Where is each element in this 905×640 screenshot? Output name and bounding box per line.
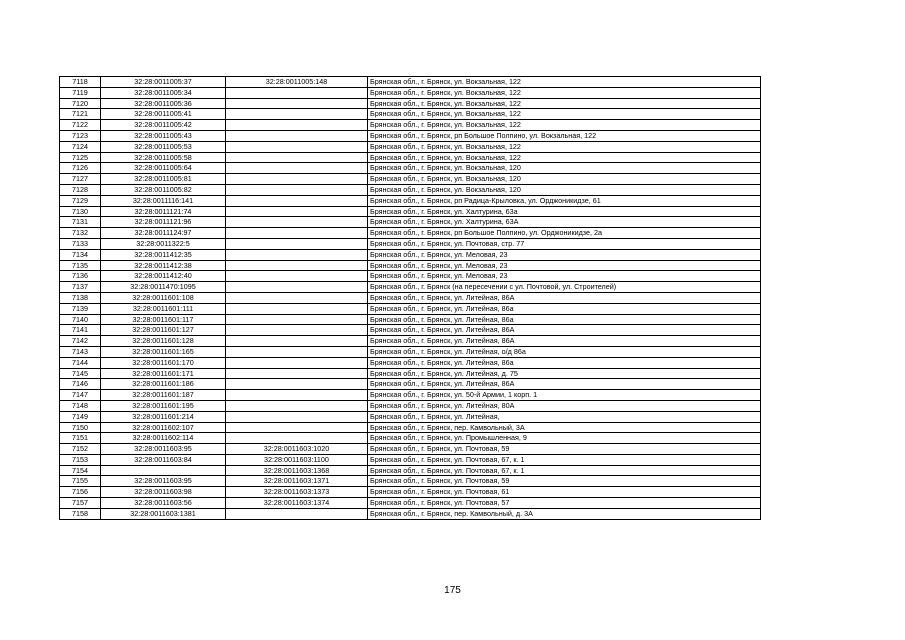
address-cell: Брянская обл., г. Брянск, ул. Халтурина, 63а — [368, 206, 761, 217]
table-row — [60, 379, 761, 390]
address-cell: Брянская обл., г. Брянск, ул. Вокзальная, 122 — [368, 87, 761, 98]
building-cadastral-cell — [226, 303, 368, 314]
row-number-cell: 7143 — [60, 346, 101, 357]
address-cell: Брянская обл., г. Брянск, ул. Вокзальная, 120 — [368, 163, 761, 174]
address-cell: Брянская обл., г. Брянск, ул. Меловая, 23 — [368, 260, 761, 271]
table-row — [60, 390, 761, 401]
address-cell: Брянская обл., г. Брянск, ул. Вокзальная, 122 — [368, 120, 761, 131]
row-number-cell: 7125 — [60, 152, 101, 163]
address-cell: Брянская обл., г. Брянск, ул. Вокзальная, 122 — [368, 141, 761, 152]
row-number-cell: 7120 — [60, 98, 101, 109]
table-row — [60, 357, 761, 368]
row-number-cell: 7141 — [60, 325, 101, 336]
table-row — [60, 184, 761, 195]
row-number-cell: 7138 — [60, 292, 101, 303]
land-cadastral-cell: 32:28:0011121:74 — [101, 206, 226, 217]
land-cadastral-cell: 32:28:0011601:171 — [101, 368, 226, 379]
building-cadastral-cell — [226, 379, 368, 390]
building-cadastral-cell — [226, 130, 368, 141]
row-number-cell: 7145 — [60, 368, 101, 379]
table-row — [60, 454, 761, 465]
row-number-cell: 7153 — [60, 454, 101, 465]
land-cadastral-cell: 32:28:0011005:64 — [101, 163, 226, 174]
building-cadastral-cell — [226, 109, 368, 120]
building-cadastral-cell — [226, 411, 368, 422]
row-number-cell: 7118 — [60, 77, 101, 88]
land-cadastral-cell: 32:28:0011603:84 — [101, 454, 226, 465]
land-cadastral-cell: 32:28:0011005:82 — [101, 184, 226, 195]
address-cell: Брянская обл., г. Брянск, рп Радица-Крыловка, ул. Орджоникидзе, 61 — [368, 195, 761, 206]
row-number-cell: 7122 — [60, 120, 101, 131]
table-row — [60, 174, 761, 185]
building-cadastral-cell — [226, 336, 368, 347]
row-number-cell: 7151 — [60, 433, 101, 444]
table-row — [60, 336, 761, 347]
building-cadastral-cell — [226, 508, 368, 519]
building-cadastral-cell — [226, 346, 368, 357]
address-cell: Брянская обл., г. Брянск, ул. Литейная, о/д 86а — [368, 346, 761, 357]
table-row — [60, 141, 761, 152]
row-number-cell: 7119 — [60, 87, 101, 98]
row-number-cell: 7128 — [60, 184, 101, 195]
land-cadastral-cell: 32:28:0011601:111 — [101, 303, 226, 314]
building-cadastral-cell — [226, 368, 368, 379]
row-number-cell: 7130 — [60, 206, 101, 217]
land-cadastral-cell: 32:28:0011005:81 — [101, 174, 226, 185]
building-cadastral-cell: 32:28:0011005:148 — [226, 77, 368, 88]
row-number-cell: 7147 — [60, 390, 101, 401]
land-cadastral-cell — [101, 465, 226, 476]
land-cadastral-cell: 32:28:0011116:141 — [101, 195, 226, 206]
address-cell: Брянская обл., г. Брянск, ул. Промышленная, 9 — [368, 433, 761, 444]
row-number-cell: 7127 — [60, 174, 101, 185]
address-cell: Брянская обл., г. Брянск, ул. Почтовая, 59 — [368, 444, 761, 455]
row-number-cell: 7124 — [60, 141, 101, 152]
table-row — [60, 282, 761, 293]
row-number-cell: 7155 — [60, 476, 101, 487]
table-row — [60, 249, 761, 260]
building-cadastral-cell — [226, 98, 368, 109]
land-cadastral-cell: 32:28:0011412:35 — [101, 249, 226, 260]
building-cadastral-cell — [226, 228, 368, 239]
building-cadastral-cell — [226, 390, 368, 401]
table-row — [60, 325, 761, 336]
land-cadastral-cell: 32:28:0011601:214 — [101, 411, 226, 422]
land-cadastral-cell: 32:28:0011322:5 — [101, 238, 226, 249]
address-cell: Брянская обл., г. Брянск, ул. Литейная, 86А — [368, 292, 761, 303]
table-row — [60, 400, 761, 411]
table-row — [60, 217, 761, 228]
address-cell: Брянская обл., г. Брянск, ул. Литейная, 86А — [368, 336, 761, 347]
building-cadastral-cell — [226, 292, 368, 303]
address-cell: Брянская обл., г. Брянск, ул. Меловая, 23 — [368, 271, 761, 282]
table-row — [60, 195, 761, 206]
row-number-cell: 7121 — [60, 109, 101, 120]
row-number-cell: 7123 — [60, 130, 101, 141]
row-number-cell: 7135 — [60, 260, 101, 271]
row-number-cell: 7129 — [60, 195, 101, 206]
table-row — [60, 228, 761, 239]
address-cell: Брянская обл., г. Брянск, ул. Вокзальная, 120 — [368, 184, 761, 195]
building-cadastral-cell — [226, 238, 368, 249]
row-number-cell: 7133 — [60, 238, 101, 249]
address-cell: Брянская обл., г. Брянск, ул. Литейная, 80А — [368, 400, 761, 411]
row-number-cell: 7152 — [60, 444, 101, 455]
building-cadastral-cell — [226, 249, 368, 260]
table-row — [60, 476, 761, 487]
land-cadastral-cell: 32:28:0011602:114 — [101, 433, 226, 444]
table-row — [60, 465, 761, 476]
address-cell: Брянская обл., г. Брянск, ул. Почтовая, 67, к. 1 — [368, 454, 761, 465]
row-number-cell: 7137 — [60, 282, 101, 293]
land-cadastral-cell: 32:28:0011601:127 — [101, 325, 226, 336]
address-cell: Брянская обл., г. Брянск, ул. Почтовая, 59 — [368, 476, 761, 487]
building-cadastral-cell — [226, 271, 368, 282]
row-number-cell: 7150 — [60, 422, 101, 433]
table-row — [60, 87, 761, 98]
row-number-cell: 7131 — [60, 217, 101, 228]
address-cell: Брянская обл., г. Брянск, ул. Литейная, — [368, 411, 761, 422]
land-cadastral-cell: 32:28:0011603:56 — [101, 498, 226, 509]
address-cell: Брянская обл., г. Брянск, ул. Литейная, 86А — [368, 325, 761, 336]
table-row — [60, 422, 761, 433]
building-cadastral-cell: 32:28:0011603:1373 — [226, 487, 368, 498]
address-cell: Брянская обл., г. Брянск, ул. Литейная, 86а — [368, 303, 761, 314]
table-row — [60, 238, 761, 249]
row-number-cell: 7139 — [60, 303, 101, 314]
table-row — [60, 98, 761, 109]
row-number-cell: 7144 — [60, 357, 101, 368]
address-cell: Брянская обл., г. Брянск, рп Большое Полпино, ул. Вокзальная, 122 — [368, 130, 761, 141]
table-row — [60, 487, 761, 498]
land-cadastral-cell: 32:28:0011121:96 — [101, 217, 226, 228]
building-cadastral-cell — [226, 433, 368, 444]
building-cadastral-cell — [226, 325, 368, 336]
page-number: 175 — [444, 585, 461, 596]
land-cadastral-cell: 32:28:0011603:95 — [101, 444, 226, 455]
table-row — [60, 508, 761, 519]
land-cadastral-cell: 32:28:0011601:108 — [101, 292, 226, 303]
address-cell: Брянская обл., г. Брянск, ул. Литейная, 86А — [368, 379, 761, 390]
registry-table-body — [60, 77, 761, 520]
table-row — [60, 292, 761, 303]
land-cadastral-cell: 32:28:0011603:98 — [101, 487, 226, 498]
row-number-cell: 7146 — [60, 379, 101, 390]
row-number-cell: 7154 — [60, 465, 101, 476]
row-number-cell: 7148 — [60, 400, 101, 411]
building-cadastral-cell: 32:28:0011603:1371 — [226, 476, 368, 487]
land-cadastral-cell: 32:28:0011601:117 — [101, 314, 226, 325]
address-cell: Брянская обл., г. Брянск, ул. Литейная, 86а — [368, 314, 761, 325]
table-row — [60, 109, 761, 120]
land-cadastral-cell: 32:28:0011005:34 — [101, 87, 226, 98]
table-row — [60, 303, 761, 314]
table-row — [60, 77, 761, 88]
building-cadastral-cell — [226, 174, 368, 185]
address-cell: Брянская обл., г. Брянск, пер. Камвольный, д. 3А — [368, 508, 761, 519]
land-cadastral-cell: 32:28:0011124:97 — [101, 228, 226, 239]
address-cell: Брянская обл., г. Брянск, рп Большое Полпино, ул. Орджоникидзе, 2а — [368, 228, 761, 239]
address-cell: Брянская обл., г. Брянск (на пересечении с ул. Почтовой, ул. Строителей) — [368, 282, 761, 293]
row-number-cell: 7156 — [60, 487, 101, 498]
address-cell: Брянская обл., г. Брянск, ул. Литейная, д. 75 — [368, 368, 761, 379]
land-cadastral-cell: 32:28:0011601:165 — [101, 346, 226, 357]
address-cell: Брянская обл., г. Брянск, ул. Почтовая, стр. 77 — [368, 238, 761, 249]
row-number-cell: 7126 — [60, 163, 101, 174]
address-cell: Брянская обл., г. Брянск, ул. Вокзальная, 120 — [368, 174, 761, 185]
address-cell: Брянская обл., г. Брянск, ул. Вокзальная, 122 — [368, 77, 761, 88]
address-cell: Брянская обл., г. Брянск, ул. Вокзальная, 122 — [368, 152, 761, 163]
table-row — [60, 368, 761, 379]
building-cadastral-cell — [226, 152, 368, 163]
land-cadastral-cell: 32:28:0011601:195 — [101, 400, 226, 411]
row-number-cell: 7132 — [60, 228, 101, 239]
land-cadastral-cell: 32:28:0011470:1095 — [101, 282, 226, 293]
land-cadastral-cell: 32:28:0011005:42 — [101, 120, 226, 131]
table-row — [60, 163, 761, 174]
address-cell: Брянская обл., г. Брянск, ул. Меловая, 23 — [368, 249, 761, 260]
building-cadastral-cell — [226, 163, 368, 174]
table-row — [60, 120, 761, 131]
building-cadastral-cell: 32:28:0011603:1100 — [226, 454, 368, 465]
building-cadastral-cell — [226, 184, 368, 195]
row-number-cell: 7142 — [60, 336, 101, 347]
table-row — [60, 411, 761, 422]
land-cadastral-cell: 32:28:0011005:53 — [101, 141, 226, 152]
building-cadastral-cell — [226, 357, 368, 368]
address-cell: Брянская обл., г. Брянск, пер. Камвольный, 3А — [368, 422, 761, 433]
land-cadastral-cell: 32:28:0011601:186 — [101, 379, 226, 390]
address-cell: Брянская обл., г. Брянск, ул. Почтовая, 57 — [368, 498, 761, 509]
building-cadastral-cell: 32:28:0011603:1374 — [226, 498, 368, 509]
building-cadastral-cell — [226, 314, 368, 325]
land-cadastral-cell: 32:28:0011412:38 — [101, 260, 226, 271]
table-row — [60, 271, 761, 282]
building-cadastral-cell — [226, 422, 368, 433]
building-cadastral-cell — [226, 206, 368, 217]
building-cadastral-cell: 32:28:0011603:1368 — [226, 465, 368, 476]
table-row — [60, 314, 761, 325]
address-cell: Брянская обл., г. Брянск, ул. Халтурина, 63А — [368, 217, 761, 228]
land-cadastral-cell: 32:28:0011005:58 — [101, 152, 226, 163]
table-row — [60, 260, 761, 271]
land-cadastral-cell: 32:28:0011603:95 — [101, 476, 226, 487]
table-row — [60, 444, 761, 455]
land-cadastral-cell: 32:28:0011601:128 — [101, 336, 226, 347]
table-row — [60, 498, 761, 509]
land-cadastral-cell: 32:28:0011005:43 — [101, 130, 226, 141]
land-cadastral-cell: 32:28:0011005:37 — [101, 77, 226, 88]
table-row — [60, 130, 761, 141]
row-number-cell: 7149 — [60, 411, 101, 422]
building-cadastral-cell — [226, 282, 368, 293]
building-cadastral-cell — [226, 217, 368, 228]
building-cadastral-cell — [226, 87, 368, 98]
table-row — [60, 206, 761, 217]
row-number-cell: 7134 — [60, 249, 101, 260]
land-cadastral-cell: 32:28:0011412:40 — [101, 271, 226, 282]
building-cadastral-cell: 32:28:0011603:1020 — [226, 444, 368, 455]
address-cell: Брянская обл., г. Брянск, ул. Почтовая, 61 — [368, 487, 761, 498]
address-cell: Брянская обл., г. Брянск, ул. Вокзальная, 122 — [368, 109, 761, 120]
address-cell: Брянская обл., г. Брянск, ул. Литейная, 86а — [368, 357, 761, 368]
row-number-cell: 7157 — [60, 498, 101, 509]
land-cadastral-cell: 32:28:0011005:41 — [101, 109, 226, 120]
registry-table — [59, 76, 761, 520]
table-row — [60, 433, 761, 444]
row-number-cell: 7136 — [60, 271, 101, 282]
address-cell: Брянская обл., г. Брянск, ул. Вокзальная, 122 — [368, 98, 761, 109]
land-cadastral-cell: 32:28:0011005:36 — [101, 98, 226, 109]
row-number-cell: 7158 — [60, 508, 101, 519]
address-cell: Брянская обл., г. Брянск, ул. Почтовая, 67, к. 1 — [368, 465, 761, 476]
building-cadastral-cell — [226, 260, 368, 271]
land-cadastral-cell: 32:28:0011603:1381 — [101, 508, 226, 519]
table-row — [60, 346, 761, 357]
land-cadastral-cell: 32:28:0011601:170 — [101, 357, 226, 368]
building-cadastral-cell — [226, 195, 368, 206]
building-cadastral-cell — [226, 400, 368, 411]
building-cadastral-cell — [226, 141, 368, 152]
row-number-cell: 7140 — [60, 314, 101, 325]
land-cadastral-cell: 32:28:0011602:107 — [101, 422, 226, 433]
building-cadastral-cell — [226, 120, 368, 131]
table-row — [60, 152, 761, 163]
land-cadastral-cell: 32:28:0011601:187 — [101, 390, 226, 401]
address-cell: Брянская обл., г. Брянск, ул. 50-й Армии, 1 корп. 1 — [368, 390, 761, 401]
